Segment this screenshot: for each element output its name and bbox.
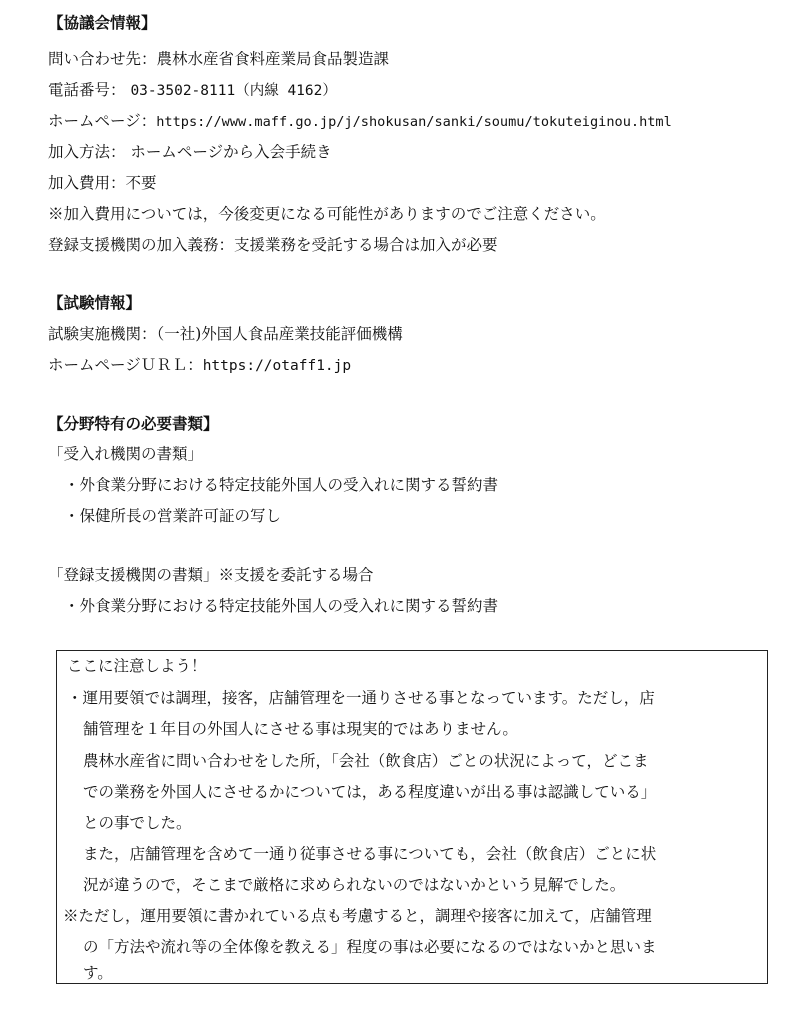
receiving-documents-title: 「受入れ機関の書類」: [48, 445, 204, 463]
notice-box: [56, 650, 768, 984]
receiving-document-item: ・外食業分野における特定技能外国人の受入れに関する誓約書: [64, 476, 499, 494]
phone-label: 電話番号：: [48, 81, 126, 99]
notice-line: ・運用要領では調理，接客，店舗管理を一通りさせる事となっています。ただし，店: [67, 689, 655, 707]
exam-institution: 試験実施機関：（一社)外国人食品産業技能評価機構: [48, 325, 403, 343]
council-homepage: [48, 111, 672, 132]
homepage-url: https://www.maff.go.jp/j/shokusan/sanki/soumu/tokuteiginou.html: [156, 114, 672, 130]
council-obligation: 登録支援機関の加入義務：支援業務を受託する場合は加入が必要: [48, 236, 498, 254]
council-heading: 【協議会情報】: [48, 13, 157, 32]
homepage-label: ホームページ：: [48, 112, 157, 130]
exam-homepage: [48, 355, 351, 376]
council-join-fee: 加入費用：不要: [48, 174, 157, 192]
notice-line: との事でした。: [83, 814, 192, 832]
notice-line: また，店舗管理を含めて一通り従事させる事についても，会社（飲食店）ごとに状: [83, 845, 657, 863]
council-phone: [48, 80, 337, 101]
exam-heading: 【試験情報】: [48, 293, 142, 312]
council-join-method: 加入方法： ホームページから入会手続き: [48, 143, 332, 161]
notice-line: での業務を外国人にさせるかについては，ある程度違いが出る事は認識している」: [83, 783, 657, 801]
support-documents-title: 「登録支援機関の書類」※支援を委託する場合: [48, 566, 374, 584]
notice-title: ここに注意しよう！: [67, 657, 207, 675]
receiving-document-item: ・保健所長の営業許可証の写し: [64, 507, 282, 525]
notice-line: ※ただし，運用要領に書かれている点も考慮すると，調理や接客に加えて，店舗管理: [63, 907, 652, 925]
council-contact: 問い合わせ先：農林水産省食料産業局食品製造課: [48, 50, 390, 68]
notice-line: 況が違うので，そこまで厳格に求められないのではないかという見解でした。: [83, 876, 626, 894]
council-fee-note: ※加入費用については，今後変更になる可能性がありますのでご注意ください。: [48, 205, 606, 223]
notice-line: す。: [83, 964, 113, 982]
phone-value: 03-3502-8111（内線 4162）: [130, 83, 337, 99]
notice-line: の「方法や流れ等の全体像を教える」程度の事は必要になるのではないかと思いま: [83, 938, 657, 956]
exam-homepage-label: ホームページＵＲＬ：: [48, 356, 203, 374]
exam-homepage-url: https://otaff1.jp: [202, 358, 352, 374]
documents-heading: 【分野特有の必要書類】: [48, 414, 219, 433]
notice-line: 舗管理を１年目の外国人にさせる事は現実的ではありません。: [83, 720, 518, 738]
support-document-item: ・外食業分野における特定技能外国人の受入れに関する誓約書: [64, 597, 499, 615]
notice-line: 農林水産省に問い合わせをした所，「会社（飲食店）ごとの状況によって，どこま: [83, 752, 649, 770]
